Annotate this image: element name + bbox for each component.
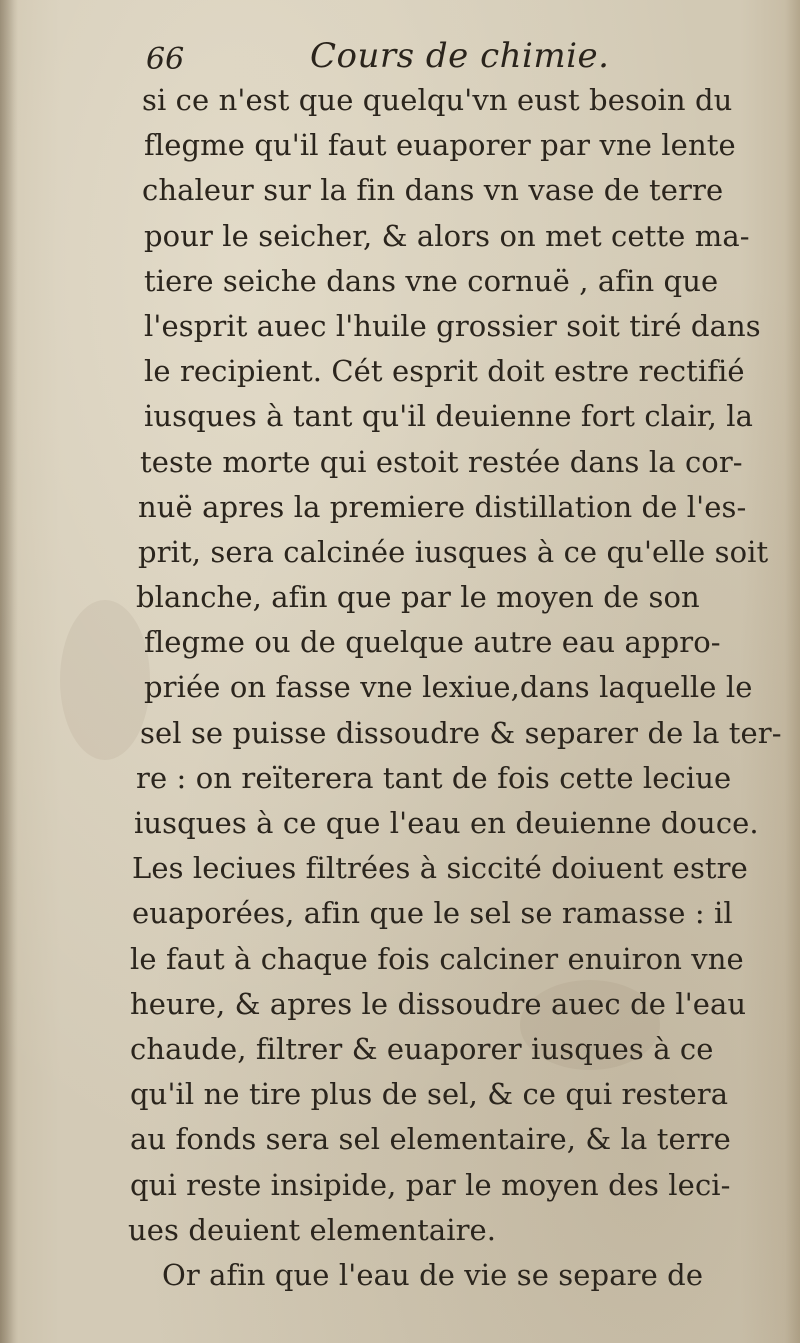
text-line: au fonds sera sel elementaire, & la terre	[130, 1122, 731, 1157]
text-line: heure, & apres le dissoudre auec de l'eau	[130, 986, 747, 1021]
text-line: qu'il ne tire plus de sel, & ce qui restera	[130, 1077, 729, 1112]
text-line: chaude, filtrer & euaporer iusques à ce	[130, 1031, 714, 1066]
text-line: iusques à ce que l'eau en deuienne douce.	[134, 806, 759, 840]
text-line: re : on reïterera tant de fois cette leciue	[136, 760, 732, 795]
text-line: nuë apres la premiere distillation de l'es-	[138, 489, 747, 524]
text-line: le faut à chaque fois calciner enuiron vne	[130, 941, 744, 976]
text-line: le recipient. Cét esprit doit estre rectifié	[144, 354, 745, 389]
text-line: sel se puisse dissoudre & separer de la ter-	[140, 715, 782, 750]
text-line: si ce n'est que quelqu'vn eust besoin du	[142, 83, 733, 117]
text-line: blanche, afin que par le moyen de son	[136, 580, 700, 615]
running-title: Cours de chimie.	[310, 36, 610, 76]
page-fold-shadow	[0, 0, 18, 1343]
text-line: Or afin que l'eau de vie se separe de	[162, 1257, 704, 1292]
text-line: prit, sera calcinée iusques à ce qu'elle soit	[138, 534, 769, 569]
text-line: l'esprit auec l'huile grossier soit tiré dans	[144, 308, 761, 343]
text-line: tiere seiche dans vne cornuë , afin que	[144, 263, 719, 298]
text-line: priée on fasse vne lexiue,dans laquelle le	[144, 670, 753, 705]
page-header	[146, 36, 726, 84]
text-line: flegme qu'il faut euaporer par vne lente	[144, 128, 736, 163]
page-number: 66	[146, 42, 185, 77]
text-line: flegme ou de quelque autre eau appro-	[144, 625, 721, 660]
text-line: euaporées, afin que le sel se ramasse : il	[132, 896, 733, 931]
text-line: chaleur sur la fin dans vn vase de terre	[142, 173, 724, 208]
text-line: Les leciues filtrées à siccité doiuent estre	[132, 851, 748, 886]
text-line: ues deuient elementaire.	[128, 1212, 497, 1247]
text-line: teste morte qui estoit restée dans la cor-	[140, 444, 743, 479]
text-line: pour le seicher, & alors on met cette ma-	[144, 218, 750, 253]
text-line: iusques à tant qu'il deuienne fort clair, la	[144, 399, 753, 434]
body-text	[128, 78, 782, 1298]
text-line: qui reste insipide, par le moyen des leci-	[130, 1167, 731, 1202]
